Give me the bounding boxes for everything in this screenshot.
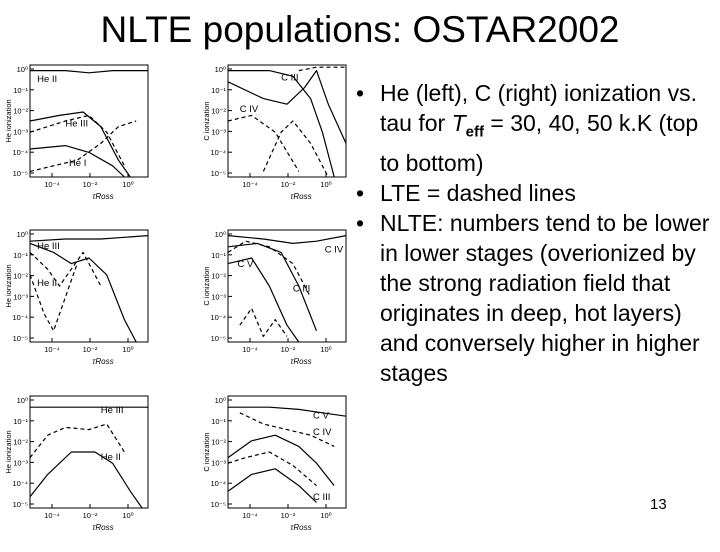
y-tick-label: 10⁻³ — [211, 127, 226, 137]
species-label: He II — [100, 451, 121, 463]
ionization-plot — [200, 388, 350, 552]
nlte-curve — [228, 435, 334, 485]
nlte-curve — [228, 258, 299, 342]
species-label: He II — [37, 73, 58, 85]
y-axis-label: C ionization — [202, 432, 211, 472]
species-label: C III — [292, 283, 311, 295]
bullet-dot-icon: • — [356, 80, 365, 106]
y-tick-label: 10⁻³ — [13, 127, 28, 137]
y-tick-label: 10⁻⁵ — [12, 169, 28, 178]
ionization-panel-1 — [2, 57, 152, 221]
bullet-2-text: LTE = dashed lines — [380, 179, 576, 206]
nlte-curve — [228, 236, 346, 244]
species-label: He II — [37, 278, 58, 289]
ionization-plot — [200, 57, 350, 221]
page-number: 13 — [650, 496, 667, 513]
y-axis-label: He ionization — [4, 264, 13, 308]
y-tick-label: 10⁻⁴ — [210, 148, 226, 158]
x-tick-label: 10⁻⁴ — [44, 345, 60, 354]
ionization-panel-5 — [2, 388, 152, 552]
species-label: He III — [65, 118, 89, 130]
y-tick-label: 10⁻² — [13, 106, 28, 116]
teff-symbol: T — [451, 110, 466, 136]
x-axis-label: τRoss — [290, 357, 312, 366]
y-tick-label: 10⁻¹ — [13, 416, 28, 426]
y-tick-label: 10⁻¹ — [211, 250, 226, 260]
x-tick-label: 10⁻⁴ — [242, 345, 258, 354]
y-axis-label: C ionization — [202, 266, 211, 306]
lte-curve — [299, 67, 346, 70]
x-tick-label: 10⁰ — [320, 511, 332, 520]
ionization-plot — [2, 388, 152, 552]
species-label: He III — [37, 241, 60, 253]
x-axis-label: τRoss — [92, 523, 114, 532]
species-label: C V — [237, 258, 254, 270]
x-axis-label: τRoss — [92, 357, 114, 366]
ionization-plot — [2, 57, 152, 221]
nlte-curve — [30, 71, 148, 73]
bullet-item-3 — [354, 208, 716, 388]
x-tick-label: 10⁰ — [320, 345, 332, 354]
y-tick-label: 10⁻⁴ — [210, 479, 226, 489]
y-tick-label: 10⁰ — [214, 230, 226, 239]
bullet-list — [354, 78, 716, 388]
y-tick-label: 10⁻² — [211, 271, 226, 281]
lte-curve — [240, 308, 287, 336]
species-label: C IV — [239, 104, 259, 116]
species-label: C IV — [312, 427, 332, 439]
y-tick-label: 10⁻⁴ — [12, 148, 28, 158]
x-axis-label: τRoss — [290, 192, 312, 201]
y-tick-label: 10⁰ — [214, 396, 226, 405]
y-tick-label: 10⁻⁴ — [210, 313, 226, 323]
lte-curve — [228, 115, 299, 171]
y-tick-label: 10⁻² — [211, 437, 226, 447]
ionization-panel-6 — [200, 388, 350, 552]
nlte-curve — [30, 452, 142, 508]
y-tick-label: 10⁻⁵ — [210, 500, 226, 509]
bullet-1-post: = 30, 40, 50 k.K (top to bottom) — [380, 110, 699, 176]
x-tick-label: 10⁻⁴ — [44, 511, 60, 520]
y-tick-label: 10⁻¹ — [211, 85, 226, 95]
bullet-dot-icon: • — [356, 209, 365, 236]
x-tick-label: 10⁰ — [122, 511, 134, 520]
y-tick-label: 10⁻⁵ — [12, 500, 28, 509]
y-tick-label: 10⁻⁵ — [210, 169, 226, 178]
y-tick-label: 10⁻² — [13, 271, 28, 281]
x-tick-label: 10⁻² — [82, 180, 98, 189]
species-label: He III — [100, 404, 124, 416]
y-tick-label: 10⁻⁵ — [210, 334, 226, 343]
teff-subscript: eff — [465, 123, 485, 141]
lte-curve — [228, 452, 317, 486]
y-tick-label: 10⁻⁵ — [12, 334, 28, 343]
y-tick-label: 10⁰ — [16, 230, 28, 239]
nlte-curve — [228, 469, 317, 503]
nlte-curve — [30, 243, 136, 342]
ionization-panel-2 — [200, 57, 350, 221]
y-tick-label: 10⁰ — [16, 396, 28, 405]
y-axis-label: He ionization — [4, 430, 13, 474]
bullet-3-text: NLTE: numbers tend to be lower in lower stages (overionized by the strong radiation field that originates in deep, hot layers) and conversely higher in higher stages — [380, 209, 710, 386]
species-label: C III — [281, 72, 299, 84]
species-label: He I — [68, 157, 87, 169]
bullet-item-2 — [354, 178, 716, 208]
y-tick-label: 10⁰ — [214, 65, 226, 74]
x-tick-label: 10⁻⁴ — [242, 180, 258, 189]
species-label: C III — [312, 492, 331, 504]
y-tick-label: 10⁻¹ — [211, 416, 226, 426]
y-tick-label: 10⁻¹ — [13, 85, 28, 95]
lte-curve — [30, 264, 77, 331]
ionization-plot — [2, 222, 152, 386]
y-tick-label: 10⁻⁴ — [12, 313, 28, 323]
x-axis-label: τRoss — [92, 192, 114, 201]
nlte-curve — [228, 71, 334, 177]
y-tick-label: 10⁻³ — [13, 292, 28, 302]
ionization-panel-4 — [200, 222, 350, 386]
x-tick-label: 10⁻⁴ — [44, 180, 60, 189]
species-label: C V — [312, 410, 329, 422]
lte-curve — [263, 121, 328, 177]
x-tick-label: 10⁻² — [280, 345, 296, 354]
y-tick-label: 10⁻³ — [211, 292, 226, 302]
y-tick-label: 10⁻² — [13, 437, 28, 447]
slide-title: NLTE populations: OSTAR2002 — [100, 9, 620, 50]
species-label: C IV — [324, 244, 344, 256]
x-tick-label: 10⁰ — [122, 180, 134, 189]
x-tick-label: 10⁻² — [82, 345, 98, 354]
y-tick-label: 10⁻¹ — [13, 250, 28, 260]
x-tick-label: 10⁻² — [280, 180, 296, 189]
y-tick-label: 10⁻² — [211, 106, 226, 116]
x-tick-label: 10⁻⁴ — [242, 511, 258, 520]
y-tick-label: 10⁻³ — [211, 458, 226, 468]
y-axis-label: He ionization — [4, 99, 13, 143]
y-tick-label: 10⁰ — [16, 65, 28, 74]
x-tick-label: 10⁻² — [280, 511, 296, 520]
x-tick-label: 10⁰ — [320, 180, 332, 189]
y-tick-label: 10⁻⁴ — [12, 479, 28, 489]
y-axis-label: C ionization — [202, 101, 211, 141]
x-tick-label: 10⁻² — [82, 511, 98, 520]
x-axis-label: τRoss — [290, 523, 312, 532]
bullet-item-1 — [354, 78, 716, 178]
ionization-plot — [200, 222, 350, 386]
ionization-panel-3 — [2, 222, 152, 386]
bullet-dot-icon: • — [356, 179, 365, 206]
x-tick-label: 10⁰ — [122, 345, 134, 354]
y-tick-label: 10⁻³ — [13, 458, 28, 468]
bullet-1-pre: He (left), C (right) ionization vs. tau for — [380, 80, 697, 136]
